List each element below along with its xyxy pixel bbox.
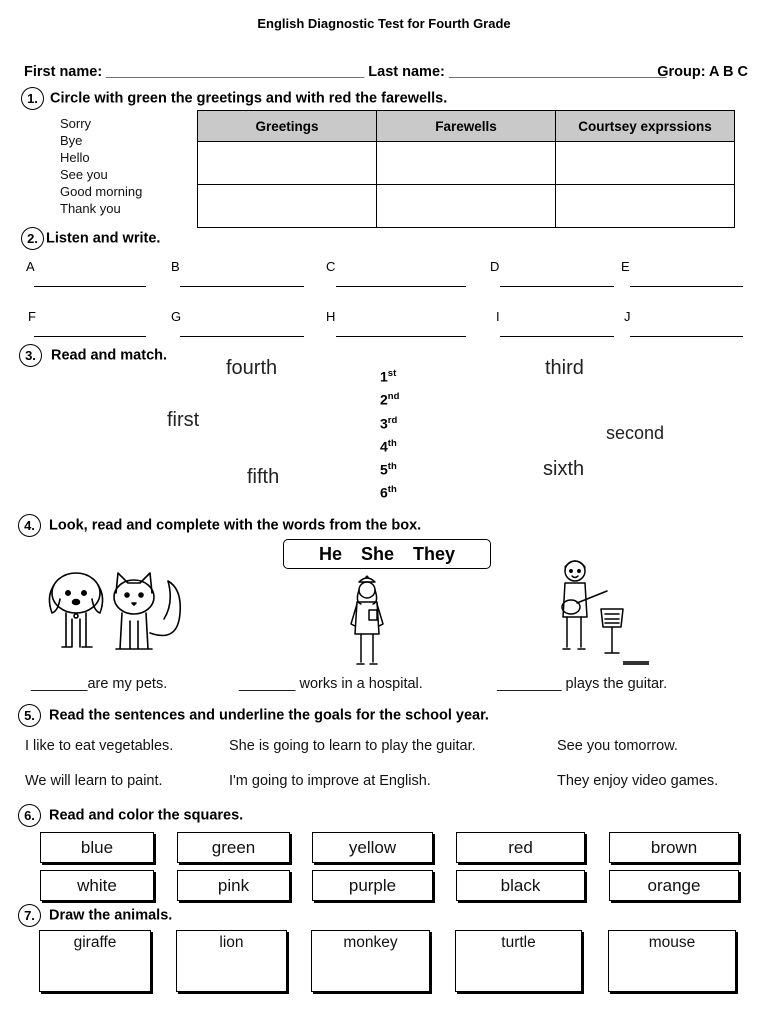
answer-line[interactable] <box>500 336 614 337</box>
section-number: 5. <box>18 704 41 727</box>
ordinal-word[interactable]: fourth <box>226 357 278 379</box>
sentence-guitar: ________ plays the guitar. <box>497 676 668 692</box>
goal-sentence[interactable]: They enjoy video games. <box>557 773 719 789</box>
ordinal-number[interactable]: 4th <box>380 437 397 455</box>
section-7-heading <box>18 904 172 927</box>
section-4-instruction: Look, read and complete with the words from the box. <box>49 517 422 534</box>
ordinal-word[interactable]: sixth <box>543 458 585 480</box>
section-1-instruction: Circle with green the greetings and with red the farewells. <box>50 90 448 107</box>
ordinal-number[interactable]: 3rd <box>380 414 398 432</box>
dog-and-cat-illustration <box>44 563 194 655</box>
color-square-red[interactable]: red <box>456 832 585 863</box>
word-item[interactable]: Thank you <box>60 201 121 216</box>
section-6-heading <box>18 804 243 827</box>
letter-label: I <box>496 309 500 324</box>
letter-label: D <box>490 259 500 274</box>
draw-box-mouse[interactable]: mouse <box>608 930 736 992</box>
table-cell[interactable] <box>377 185 556 228</box>
section-4-heading <box>18 514 421 537</box>
classification-table <box>197 110 735 228</box>
goal-sentence[interactable]: We will learn to paint. <box>25 773 163 789</box>
ordinal-number-column <box>380 364 399 504</box>
ordinal-word[interactable]: second <box>606 423 665 443</box>
section-5-instruction: Read the sentences and underline the goals for the school year. <box>49 707 489 724</box>
answer-line[interactable] <box>500 286 614 287</box>
answer-line[interactable] <box>180 286 304 287</box>
greeting-word-list <box>60 115 142 217</box>
last-name-field[interactable]: Last name: ___________________________ <box>368 64 667 80</box>
ordinal-number[interactable]: 5th <box>380 461 397 478</box>
table-cell[interactable] <box>198 185 377 228</box>
section-7-instruction: Draw the animals. <box>49 907 173 924</box>
ordinal-word[interactable]: fifth <box>247 466 280 488</box>
word-item[interactable]: See you <box>60 167 108 182</box>
first-name-field[interactable]: First name: ________________________________ <box>24 64 365 80</box>
goal-sentence[interactable]: She is going to learn to play the guitar. <box>229 738 476 754</box>
section-number: 3. <box>19 344 42 367</box>
answer-line[interactable] <box>336 336 466 337</box>
goal-sentence[interactable]: I'm going to improve at English. <box>229 773 431 789</box>
section-number: 1. <box>21 87 44 110</box>
table-cell[interactable] <box>556 142 735 185</box>
name-row <box>24 64 748 80</box>
column-header-greetings: Greetings <box>198 111 377 142</box>
color-square-black[interactable]: black <box>456 870 585 901</box>
section-5-heading <box>18 704 489 727</box>
section-3-heading <box>19 344 167 367</box>
section-2-heading <box>21 227 160 250</box>
ordinal-word[interactable]: first <box>167 409 200 431</box>
column-header-courtesy: Courtsey exprssions <box>556 111 735 142</box>
table-cell[interactable] <box>556 185 735 228</box>
word-item[interactable]: Hello <box>60 150 90 165</box>
answer-line[interactable] <box>336 286 466 287</box>
ordinal-number[interactable]: 2nd <box>380 391 400 408</box>
color-square-purple[interactable]: purple <box>312 870 433 901</box>
goal-sentence[interactable]: I like to eat vegetables. <box>25 738 174 754</box>
table-cell[interactable] <box>198 142 377 185</box>
color-square-blue[interactable]: blue <box>40 832 154 863</box>
letter-label: H <box>326 309 336 324</box>
letter-label: B <box>171 259 180 274</box>
color-square-green[interactable]: green <box>177 832 290 863</box>
credit-mark <box>623 661 649 665</box>
answer-line[interactable] <box>630 336 743 337</box>
section-number: 2. <box>21 227 44 250</box>
group-field[interactable]: Group: A B C <box>657 64 748 80</box>
answer-line[interactable] <box>34 286 146 287</box>
color-square-brown[interactable]: brown <box>609 832 739 863</box>
section-1-heading <box>21 87 447 110</box>
nurse-illustration <box>345 572 390 670</box>
color-square-yellow[interactable]: yellow <box>312 832 433 863</box>
letter-label: C <box>326 259 336 274</box>
answer-line[interactable] <box>630 286 743 287</box>
goal-sentence[interactable]: See you tomorrow. <box>557 738 678 754</box>
draw-box-giraffe[interactable]: giraffe <box>39 930 151 992</box>
page-title: English Diagnostic Test for Fourth Grade <box>257 16 511 31</box>
section-number: 4. <box>18 514 41 537</box>
word-box: He She They <box>283 539 491 569</box>
ordinal-number[interactable]: 1st <box>380 368 397 385</box>
ordinal-word[interactable]: third <box>545 357 584 379</box>
color-square-pink[interactable]: pink <box>177 870 290 901</box>
answer-line[interactable] <box>180 336 304 337</box>
section-6-instruction: Read and color the squares. <box>49 807 244 824</box>
letter-label: E <box>621 259 630 274</box>
sentence-hospital: _______ works in a hospital. <box>239 676 423 692</box>
section-2-instruction: Listen and write. <box>46 230 161 247</box>
sentence-pets: _______are my pets. <box>31 676 168 692</box>
answer-line[interactable] <box>34 336 146 337</box>
section-number: 7. <box>18 904 41 927</box>
draw-box-turtle[interactable]: turtle <box>455 930 582 992</box>
column-header-farewells: Farewells <box>377 111 556 142</box>
word-item[interactable]: Bye <box>60 133 83 148</box>
letter-label: J <box>624 309 631 324</box>
letter-label: A <box>26 259 35 274</box>
guitarist-illustration <box>551 555 651 667</box>
color-square-white[interactable]: white <box>40 870 154 901</box>
section-3-instruction: Read and match. <box>51 347 168 364</box>
color-square-orange[interactable]: orange <box>609 870 739 901</box>
draw-box-lion[interactable]: lion <box>176 930 287 992</box>
draw-box-monkey[interactable]: monkey <box>311 930 430 992</box>
table-cell[interactable] <box>377 142 556 185</box>
word-item[interactable]: Good morning <box>60 184 143 199</box>
letter-label: G <box>171 309 182 324</box>
letter-label: F <box>28 309 36 324</box>
word-item[interactable]: Sorry <box>60 116 92 131</box>
ordinal-number[interactable]: 6th <box>380 484 397 501</box>
section-number: 6. <box>18 804 41 827</box>
